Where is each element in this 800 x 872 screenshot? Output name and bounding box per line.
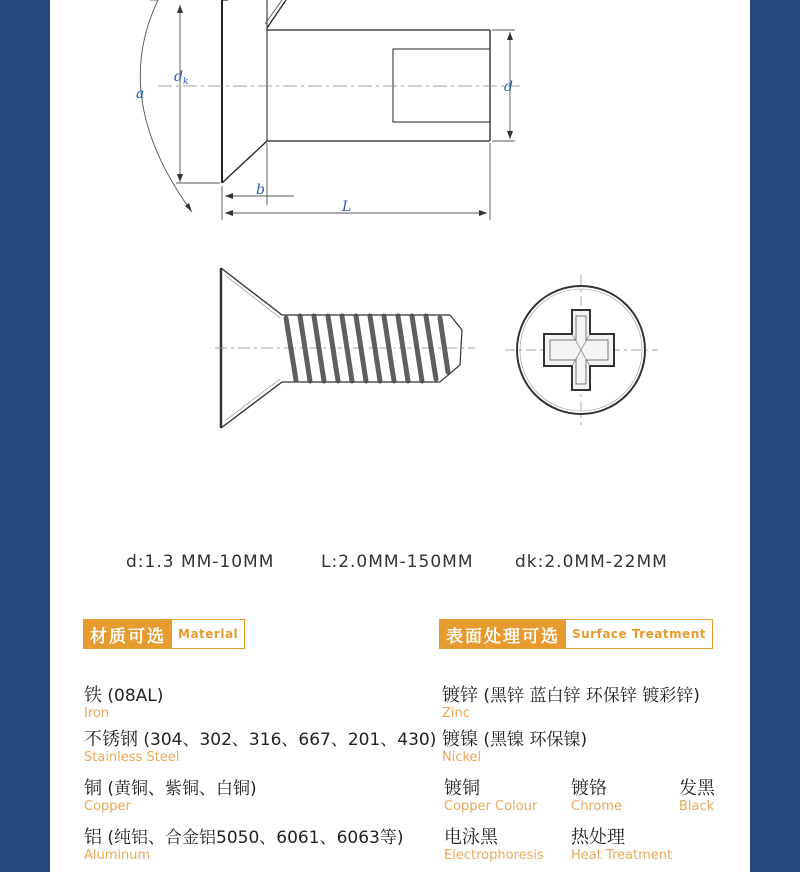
material-detail: (304、302、316、667、201、430)	[138, 730, 437, 750]
material-detail: (纯铝、合金铝5050、6061、6063等)	[102, 828, 404, 848]
label-dk-main: d	[174, 69, 183, 85]
dimension-lines-top	[140, 0, 515, 220]
surface-en: Black	[679, 799, 715, 814]
screw-head-top-view	[505, 275, 658, 425]
surface-item-zinc	[442, 686, 700, 721]
material-en: Iron	[84, 706, 110, 721]
surface-item-copper-colour	[444, 779, 537, 814]
material-title-en: Materlal	[172, 620, 244, 648]
material-name: 铜	[84, 778, 102, 799]
material-item-aluminum	[84, 828, 403, 863]
product-panel	[50, 0, 750, 872]
material-en: Stainless Steel	[84, 750, 180, 765]
material-section-header	[83, 619, 245, 649]
surface-name: 电泳黑	[444, 827, 498, 848]
surface-name: 发黑	[679, 778, 715, 799]
label-b: b	[256, 182, 265, 198]
screw-technical-drawing	[50, 0, 750, 540]
surface-title-en: Surface Treatment	[566, 620, 712, 648]
label-L: L	[342, 199, 352, 215]
surface-en: Copper Colour	[444, 799, 538, 814]
surface-section-header	[439, 619, 713, 649]
surface-name: 镀镍	[442, 729, 478, 750]
surface-item-chrome	[571, 779, 622, 814]
material-en: Aluminum	[84, 848, 151, 863]
surface-name: 镀锌	[442, 685, 478, 706]
material-en: Copper	[84, 799, 131, 814]
surface-en: Heat Treatment	[571, 848, 673, 863]
surface-en: Nickel	[442, 750, 482, 765]
surface-name: 镀铬	[571, 778, 607, 799]
dimension-arrows	[177, 5, 513, 216]
material-item-copper	[84, 779, 257, 814]
surface-item-black	[679, 779, 715, 814]
material-name: 铝	[84, 827, 102, 848]
surface-detail: (黑锌 蓝白锌 环保锌 镀彩锌)	[478, 686, 700, 706]
phillips-cross-icon	[544, 310, 614, 390]
material-name: 铁	[84, 685, 102, 706]
material-detail: (08AL)	[102, 686, 164, 706]
surface-name: 热处理	[571, 827, 625, 848]
surface-en: Electrophoresis	[444, 848, 544, 863]
surface-detail: (黑镍 环保镍)	[478, 730, 588, 750]
surface-item-electrophoresis	[444, 828, 544, 863]
dimension-labels	[136, 69, 513, 215]
material-item-stainless	[84, 730, 436, 765]
material-item-iron	[84, 686, 163, 721]
material-name: 不锈钢	[84, 729, 138, 750]
range-d: d:1.3 MM-10MM	[126, 552, 275, 572]
surface-title: 表面处理可选	[440, 620, 566, 648]
label-a: a	[136, 86, 145, 102]
surface-name: 镀铜	[444, 778, 480, 799]
surface-item-heat-treatment	[571, 828, 672, 863]
range-L: L:2.0MM-150MM	[321, 552, 474, 572]
range-dk: dk:2.0MM-22MM	[515, 552, 668, 572]
surface-item-nickel	[442, 730, 587, 765]
material-detail: (黄铜、紫铜、白铜)	[102, 779, 257, 799]
surface-en: Zinc	[442, 706, 470, 721]
label-dk-sub: k	[182, 77, 189, 87]
material-title: 材质可选	[84, 620, 172, 648]
screw-side-view	[158, 0, 520, 183]
label-d: d	[504, 79, 513, 95]
label-dk	[174, 69, 188, 87]
surface-en: Chrome	[571, 799, 622, 814]
